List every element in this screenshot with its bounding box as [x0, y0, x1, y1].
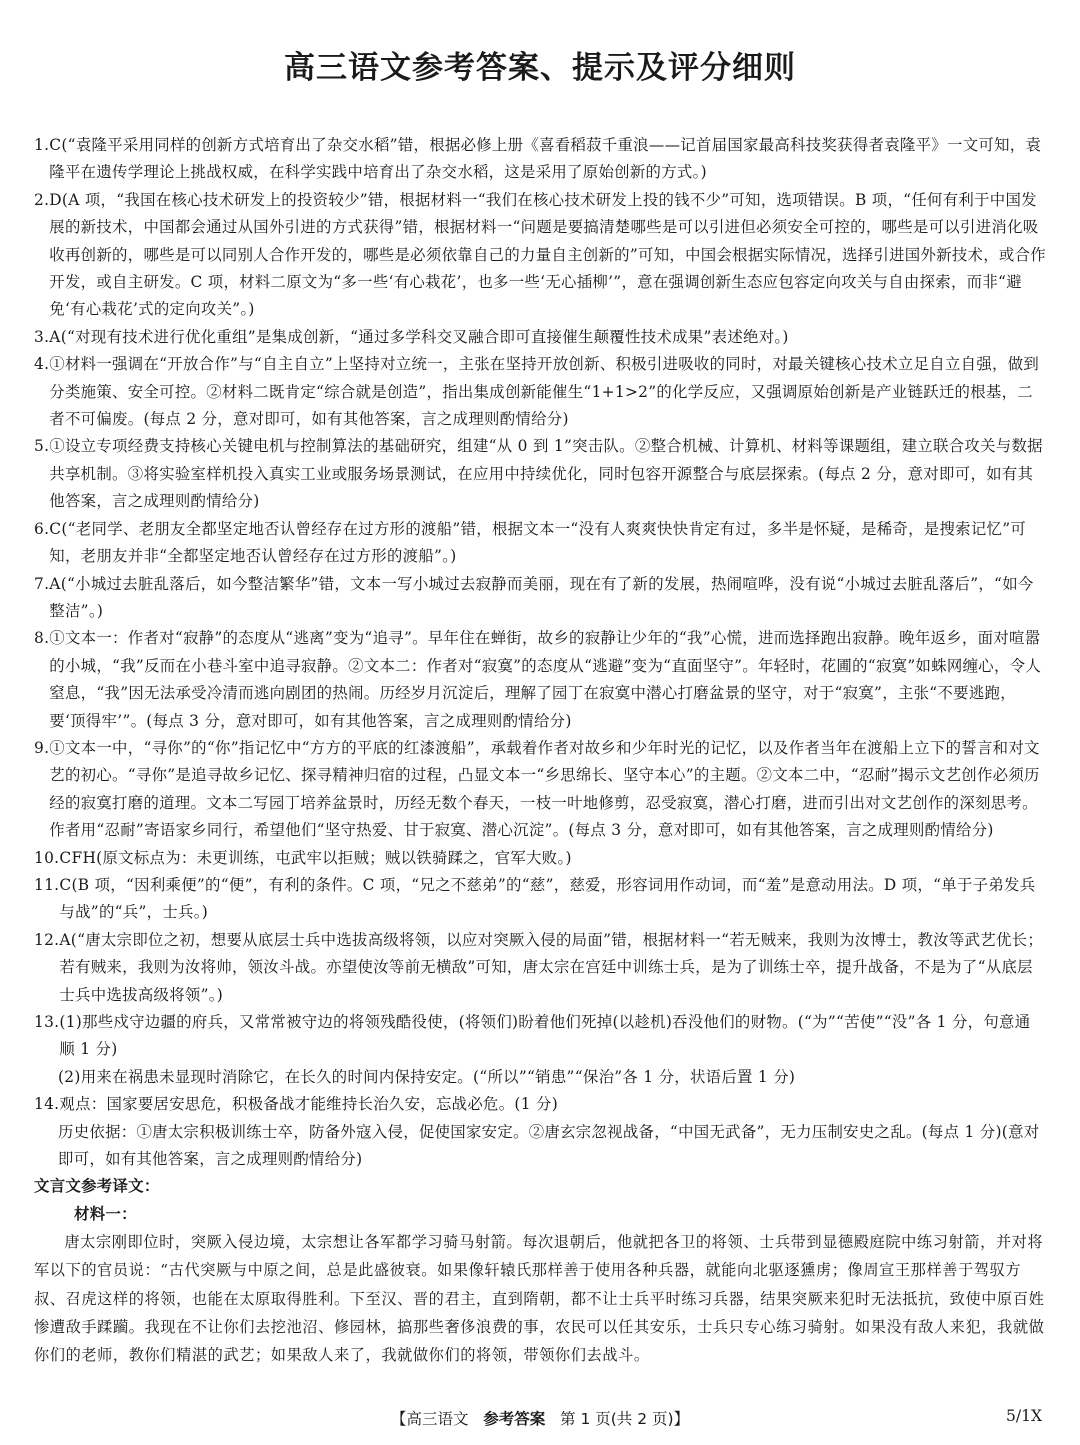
answer-number: 9. [34, 738, 50, 757]
answer-text: (2)用来在祸患未显现时消除它，在长久的时间内保持安定。(“所以”“销患”“保治”各 1 分，状语后置 1 分) [58, 1067, 796, 1086]
answer-number: 11. [34, 875, 60, 894]
answer-number: 2. [34, 190, 50, 209]
answer-list [34, 132, 1046, 1369]
answer-number: 14. [34, 1095, 60, 1114]
answer-item [34, 433, 1046, 515]
answer-number: 7. [34, 574, 50, 593]
answer-text: ①文本一中，“寻你”的“你”指记忆中“方方的平底的红漆渡船”，承载着作者对故乡和少年时光的记忆，以及作者当年在渡船上立下的誓言和对文艺的初心。“寻你”是追寻故乡记忆、探寻精神归宿的过程，凸显文本一“乡思绵长、坚守本心”的主题。②文本二中，“忍耐”揭示文艺创作必须历经的寂寞打磨的道理。文本二写园丁培养盆景时，历经无数个春天，一枝一叶地修剪，忍受寂寞，潜心打磨，进而引出对文艺创作的深刻思考。作者用“忍耐”寄语家乡同行，希望他们“坚守热爱、甘于寂寞、潜心沉淀”。(每点 3 分，意对即可，如有其他答案，言之成理则酌情给分) [49, 738, 1040, 840]
answer-number: 4. [34, 355, 50, 374]
answer-text: CFH(原文标点为：未更训练，屯武牢以拒贼；贼以铁骑蹂之，官军大败。) [59, 848, 572, 867]
answer-text: C(B 项，“因利乘便”的“便”，有利的条件。C 项，“兄之不慈弟”的“慈”，慈爱，形容词用作动词，而“羞”是意动用法。D 项，“单于子弟发兵与战”的“兵”，士兵。) [59, 875, 1036, 922]
answer-number: 1. [34, 136, 50, 154]
answer-number: 5. [34, 437, 50, 456]
answer-text: ①材料一强调在“开放合作”与“自主自立”上坚持对立统一，主张在坚持开放创新、积极引进吸收的同时，对最关键核心技术立足自立自强，做到分类施策、安全可控。②材料二既肯定“综合就是创造”，指出集成创新能催生“1+1>2”的化学反应，又强调原始创新是产业链跃迁的根基，二者不可偏废。(每点 2 分，意对即可，如有其他答案，言之成理则酌情给分) [49, 355, 1040, 429]
answer-item [34, 1119, 1046, 1174]
answer-text: A(“小城过去脏乱落后，如今整洁繁华”错，文本一写小城过去寂静而美丽，现在有了新的发展，热闹喧哗，没有说“小城过去脏乱落后”，“如今整洁”。) [49, 574, 1034, 620]
page-title: 高三语文参考答案、提示及评分细则 [284, 50, 796, 86]
answer-text: D(A 项，“我国在核心技术研发上的投资较少”错，根据材料一“我们在核心技术研发上投的钱不少”可知，选项错误。B 项，“任何有利于中国发展的新技术，中国都会通过从国外引进的方式获得”错，根据材料一“问题是要搞清楚哪些是可以引进但必须安全可控的，哪些是可以引进消化吸收再创新的，哪些是可以同别人合作开发的，哪些是必须依靠自己的力量自主创新的”可知，中国会根据实际情况，选择引进国外新技术，或合作开发，或自主研发。C 项，材料二原文为“多一些‘有心栽花’，也多一些‘无心插柳’”，意在强调创新生态应包容定向攻关与自由探索，而非“避免‘有心栽花’式的定向攻关”。) [49, 190, 1046, 319]
answer-item [34, 516, 1046, 571]
answer-item [34, 1091, 1046, 1118]
footer-right-bracket: 】 [673, 1410, 690, 1428]
answer-text: 历史依据：①唐太宗积极训练士卒，防备外寇入侵，促使国家安定。②唐玄宗忽视战备，“中国无武备”，无力压制安史之乱。(每点 1 分)(意对即可，如有其他答案，言之成理则酌情给分) [58, 1122, 1040, 1169]
answer-text: C(“袁隆平采用同样的创新方式培育出了杂交水稻”错，根据必修上册《喜看稻菽千重浪——记首届国家最高科技奖获得者袁隆平》一文可知，袁隆平在遗传学理论上挑战权威，在科学实践中培育出了杂交水稻，这是采用了原始创新的方式。) [49, 136, 1042, 182]
answer-text: 观点：国家要居安思危，积极备战才能维持长治久安，忘战必危。(1 分) [59, 1095, 559, 1114]
answer-item [34, 845, 1046, 872]
answer-number: 8. [34, 629, 50, 648]
answer-text: C(“老同学、老朋友全都坚定地否认曾经存在过方形的渡船”错，根据文本一“没有人爽爽快快肯定有过，多半是怀疑，是稀奇，是搜索记忆”可知，老朋友并非“全都坚定地否认曾经存在过方形的渡船”。) [49, 519, 1027, 566]
answer-item [34, 187, 1046, 324]
footer-answer-label: 参考答案 [483, 1410, 546, 1428]
material-heading: 材料一： [74, 1204, 137, 1223]
answer-text: A(“唐太宗即位之初，想要从底层士兵中选拔高级将领，以应对突厥入侵的局面”错，根据材料一“若无贼来，我则为汝博士，教汝等武艺优长；若有贼来，我则为汝将帅，领汝斗战。亦望使汝等前无横敌”可知，唐太宗在宫廷中训练士兵，是为了训练士卒，提升战备，不是为了“从底层士兵中选拔高级将领”。) [59, 930, 1044, 1004]
footer-label [0, 1407, 1080, 1429]
answer-item [34, 872, 1046, 927]
answer-number: 12. [34, 930, 60, 949]
footer-page-number: 第 1 页(共 2 页) [560, 1410, 674, 1428]
answer-item [34, 132, 1046, 187]
translation-heading: 文言文参考译文： [34, 1177, 160, 1196]
answer-text: A(“对现有技术进行优化重组”是集成创新，“通过多学科交叉融合即可直接催生颠覆性技术成果”表述绝对。) [49, 327, 789, 346]
answer-number: 10. [34, 848, 60, 867]
answer-item [34, 625, 1046, 735]
answer-text: (1)那些戍守边疆的府兵，又常常被守边的将领残酷役使，(将领们)盼着他们死掉(以趁机)吞没他们的财物。(“为”“苦使”“没”各 1 分，句意通顺 1 分) [59, 1013, 1031, 1059]
answer-item [34, 1009, 1046, 1064]
answer-number: 6. [34, 519, 50, 538]
page-footer [0, 1407, 1080, 1429]
answer-item [34, 324, 1046, 351]
translation-paragraph: 唐太宗刚即位时，突厥入侵边境，太宗想让各军都学习骑马射箭。每次退朝后，他就把各卫的将领、士兵带到显德殿庭院中练习射箭，并对将军以下的官员说：“古代突厥与中原之间，总是此盛彼衰。如果像轩辕氏那样善于使用各种兵器，就能向北驱逐獯虏；像周宣王那样善于驾驭方叔、召虎这样的将领，也能在太原取得胜利。下至汉、晋的君主，直到隋朝，都不让士兵平时练习兵器，结果突厥来犯时无法抵抗，致使中原百姓惨遭敌手蹂躏。我现在不让你们去挖池沼、修园林，搞那些奢侈浪费的事，农民可以任其安乐，士兵只专心练习骑射。如果没有敌人来犯，我就做你们的老师，教你们精湛的武艺；如果敌人来了，我就做你们的将领，带领你们去战斗。 [34, 1233, 1045, 1365]
answer-number: 13. [34, 1013, 60, 1031]
answer-item [34, 351, 1046, 433]
answer-number: 3. [34, 327, 50, 346]
answer-item [34, 571, 1046, 626]
answer-item [34, 735, 1046, 845]
footer-code: 5/1X [1006, 1407, 1042, 1425]
footer-left-bracket: 【 [390, 1410, 407, 1428]
answer-item [34, 1064, 1046, 1091]
answer-text: ①设立专项经费支持核心关键电机与控制算法的基础研究，组建“从 0 到 1”突击队。②整合机械、计算机、材料等课题组，建立联合攻关与数据共享机制。③将实验室样机投入真实工业或服务场景测试，在应用中持续优化，同时包容开源整合与底层探索。(每点 2 分，意对即可，如有其他答案，言之成理则酌情给分) [49, 437, 1043, 511]
footer-subject: 高三语文 [406, 1410, 469, 1428]
answer-text: ①文本一：作者对“寂静”的态度从“逃离”变为“追寻”。早年住在蝉街，故乡的寂静让少年的“我”心慌，进而选择跑出寂静。晚年返乡，面对喧嚣的小城，“我”反而在小巷斗室中追寻寂静。②文本二：作者对“寂寞”的态度从“逃避”变为“直面坚守”。年轻时，花圃的“寂寞”如蛛网缠心，令人窒息，“我”因无法承受冷清而逃向剧团的热闹。历经岁月沉淀后，理解了园丁在寂寞中潜心打磨盆景的坚守，对于“寂寞”，主张“不要逃跑，要‘顶得牢’”。(每点 3 分，意对即可，如有其他答案，言之成理则酌情给分) [49, 629, 1042, 730]
answer-item [34, 927, 1046, 1009]
